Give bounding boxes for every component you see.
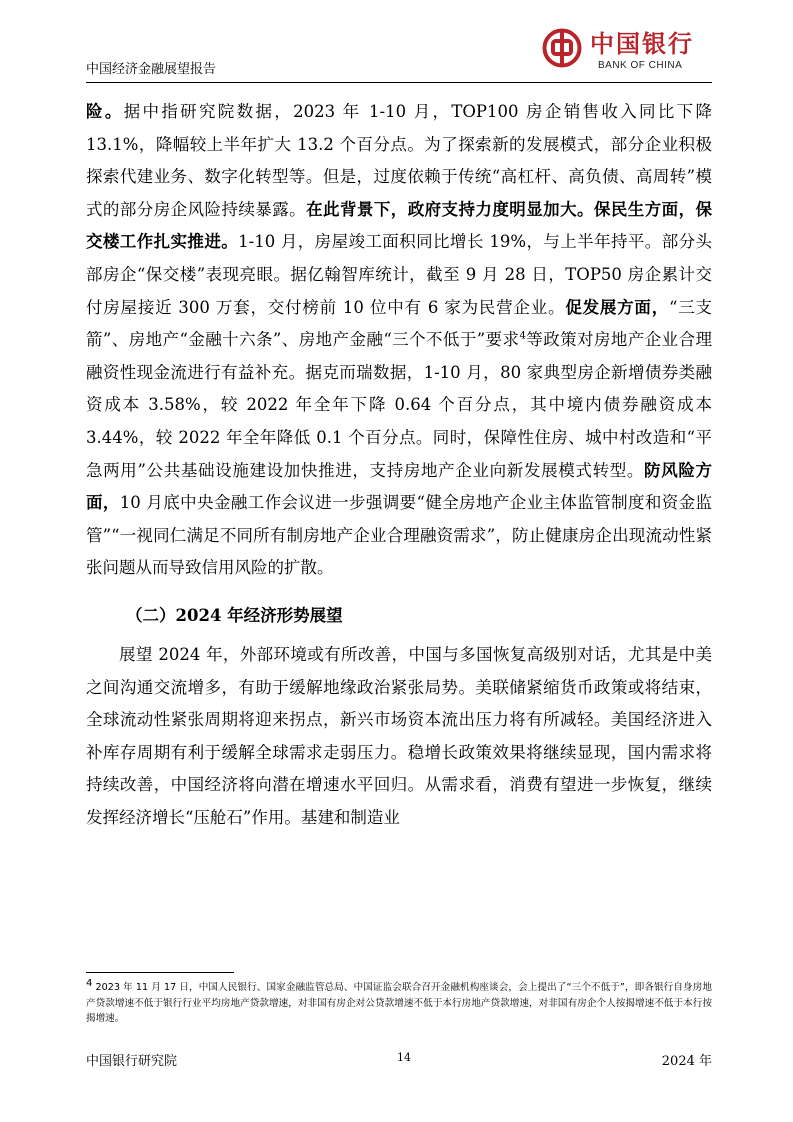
paragraph-real-estate — [86, 96, 712, 585]
text-segment: 1-10 月，房屋竣工面积同比增长 19%，与上半年持平。部分头部房企“保交楼”表现亮眼。据亿翰智库统计，截至 9 月 28 日，TOP50 房企累计交付房屋接近 300 万套，交付榜前 10 位中有 6 家为民营企业。 — [86, 232, 713, 317]
text-segment: 据中指研究院数据，2023 年 1-10 月，TOP100 房企销售收入同比下降 13.1%，降幅较上半年扩大 13.2 个百分点。为了探索新的发展模式，部分企业积极探索代建业务、数字化转型等。但是，过度依赖于传统“高杠杆、高负债、高周转”模式的部分房企风险持续暴露。 — [86, 102, 712, 219]
bold-policy-support: 在此背景下，政府支持力度明显加大。保民生方面，保交楼工作扎实推进。 — [86, 199, 713, 252]
footer-organization: 中国银行研究院 — [86, 1054, 178, 1069]
page-number: 14 — [397, 1051, 411, 1064]
report-title: 中国经济金融展望报告 — [86, 62, 217, 77]
paragraph-outlook: 展望 2024 年，外部环境或有所改善，中国与多国恢复高级别对话，尤其是中美之间沟通交流增多，有助于缓解地缘政治紧张局势。美联储紧缩货币政策或将结束，全球流动性紧张周期将迎来拐点，新兴市场资本流出压力将有所减轻。美国经济进入补库存周期有利于缓解全球需求走弱压力。稳增长政策效果将继续显现，国内需求将持续改善，中国经济将向潜在增速水平回归。从需求看，消费有望进一步恢复，继续发挥经济增长“压舱石”作用。基建和制造业 — [86, 644, 712, 827]
bank-logo — [542, 22, 712, 78]
text-segment: 等政策对房地产企业合理融资性现金流进行有益补充。据克而瑞数据，1-10 月，80 家典型房企新增债券类融资成本 3.58%，较 2022 年全年下降 0.64 个百分点，其中境内债券融资成本 3.44%，较 2022 年全年降低 0.1 个百分点。同时，保障性住房、城中村改造和“平急两用”公共基础设施建设加快推进，支持房地产企业向新发展模式转型。 — [86, 330, 712, 480]
footnote — [86, 977, 712, 1027]
section-heading: （二）2024 年经济形势展望 — [126, 605, 343, 625]
bold-risk-prevention: 防风险方面， — [86, 460, 713, 513]
page-header — [86, 22, 712, 84]
logo-english-name: BANK OF CHINA — [598, 60, 683, 71]
footer-year: 2024 年 — [661, 1054, 712, 1069]
bank-of-china-emblem-icon — [542, 28, 582, 68]
header-divider — [86, 82, 712, 83]
footnote-reference: 4 — [519, 330, 526, 342]
text-segment: 10 月底中央金融工作会议进一步强调要“健全房地产企业主体监管制度和资金监管”“一视同仁满足不同所有制房地产企业合理融资需求”，防止健康房企出现流动性紧张问题从而导致信用风险的扩散。 — [86, 493, 713, 578]
logo-chinese-name: 中国银行 — [590, 29, 694, 58]
page-footer — [86, 1050, 712, 1070]
footnote-marker: 4 — [86, 977, 93, 989]
bold-lead: 险。 — [86, 102, 124, 121]
text-segment: “三支箭”、房地产“金融十六条”、房地产金融“三个不低于”要求 — [86, 297, 712, 350]
page-body — [86, 96, 712, 834]
footnote-divider — [86, 972, 234, 973]
footnote-text: 2023 年 11 月 17 日，中国人民银行、国家金融监管总局、中国证监会联合召开金融机构座谈会，会上提出了“三个不低于”，即各银行自身房地产贷款增速不低于银行行业平均房地产贷款增速，对非国有房企对公贷款增速不低于本行房地产贷款增速，对非国有房企个人按揭增速不低于本行按揭增速。 — [86, 982, 712, 1024]
bold-promote-development: 促发展方面， — [565, 297, 669, 317]
